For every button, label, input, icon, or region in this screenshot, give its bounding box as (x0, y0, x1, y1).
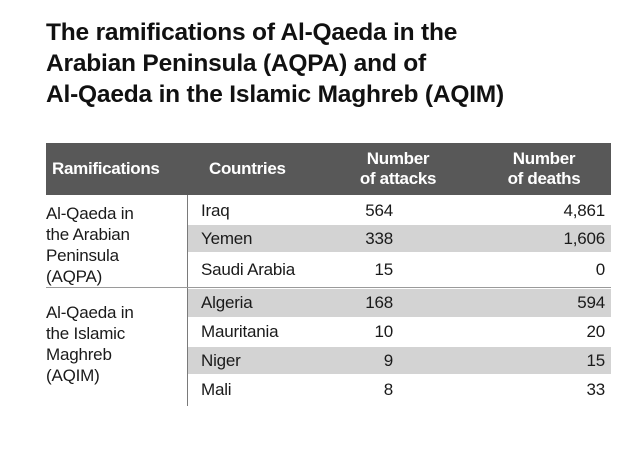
table-row (188, 376, 611, 403)
ramification-label (46, 302, 182, 386)
header-attacks (343, 143, 453, 195)
deaths-cell: 33 (586, 379, 605, 399)
ramification-label-line: (AQPA) (46, 267, 103, 286)
title-line: Al-Qaeda in the Islamic Maghreb (AQIM) (46, 81, 504, 108)
deaths-cell: 20 (586, 322, 605, 341)
ramification-label-line: Peninsula (46, 246, 119, 265)
ramifications-table (46, 143, 611, 406)
ramification-label-line: the Arabian (46, 225, 130, 244)
page-title (46, 17, 626, 110)
table-header (46, 143, 611, 195)
table-row (188, 347, 611, 374)
country-cell: Algeria (201, 293, 253, 312)
attacks-cell: 564 (365, 201, 393, 220)
deaths-cell: 0 (595, 260, 605, 279)
table-row (188, 319, 611, 345)
ramification-label-line: the Islamic (46, 324, 126, 343)
attacks-cell: 10 (374, 322, 393, 341)
header-attacks-line: Number (366, 149, 430, 168)
ramification-label-line: Maghreb (46, 345, 112, 364)
attacks-cell: 168 (365, 293, 393, 312)
table-row (188, 255, 611, 285)
country-cell: Mauritania (201, 322, 279, 341)
header-deaths-line: of deaths (507, 169, 581, 188)
deaths-cell: 1,606 (563, 228, 605, 248)
table-row (188, 198, 611, 224)
ramification-label (46, 203, 182, 287)
table-row (188, 225, 611, 252)
attacks-cell: 9 (383, 350, 393, 370)
title-line: Arabian Peninsula (AQPA) and of (46, 50, 426, 77)
ramification-label-line: Al-Qaeda in (46, 204, 134, 223)
header-attacks-line: of attacks (359, 169, 437, 188)
country-cell: Niger (201, 350, 241, 370)
country-cell: Iraq (201, 201, 230, 220)
title-line: The ramifications of Al-Qaeda in the (46, 19, 458, 46)
ramification-label-line: Al-Qaeda in (46, 303, 134, 322)
country-cell: Yemen (201, 228, 253, 248)
deaths-cell: 594 (577, 293, 605, 312)
group-aqim (46, 288, 611, 406)
attacks-cell: 15 (374, 260, 393, 279)
attacks-cell: 8 (383, 379, 393, 399)
attacks-cell: 338 (365, 228, 393, 248)
group-aqpa (46, 195, 611, 288)
country-cell: Mali (201, 379, 232, 399)
table-row (188, 289, 611, 317)
header-deaths (483, 143, 605, 195)
country-cell: Saudi Arabia (201, 260, 296, 279)
header-countries: Countries (209, 159, 286, 178)
header-deaths-line: Number (512, 149, 576, 168)
deaths-cell: 15 (586, 350, 605, 370)
deaths-cell: 4,861 (563, 201, 605, 220)
header-ramifications: Ramifications (52, 159, 160, 178)
ramification-label-line: (AQIM) (46, 366, 100, 385)
